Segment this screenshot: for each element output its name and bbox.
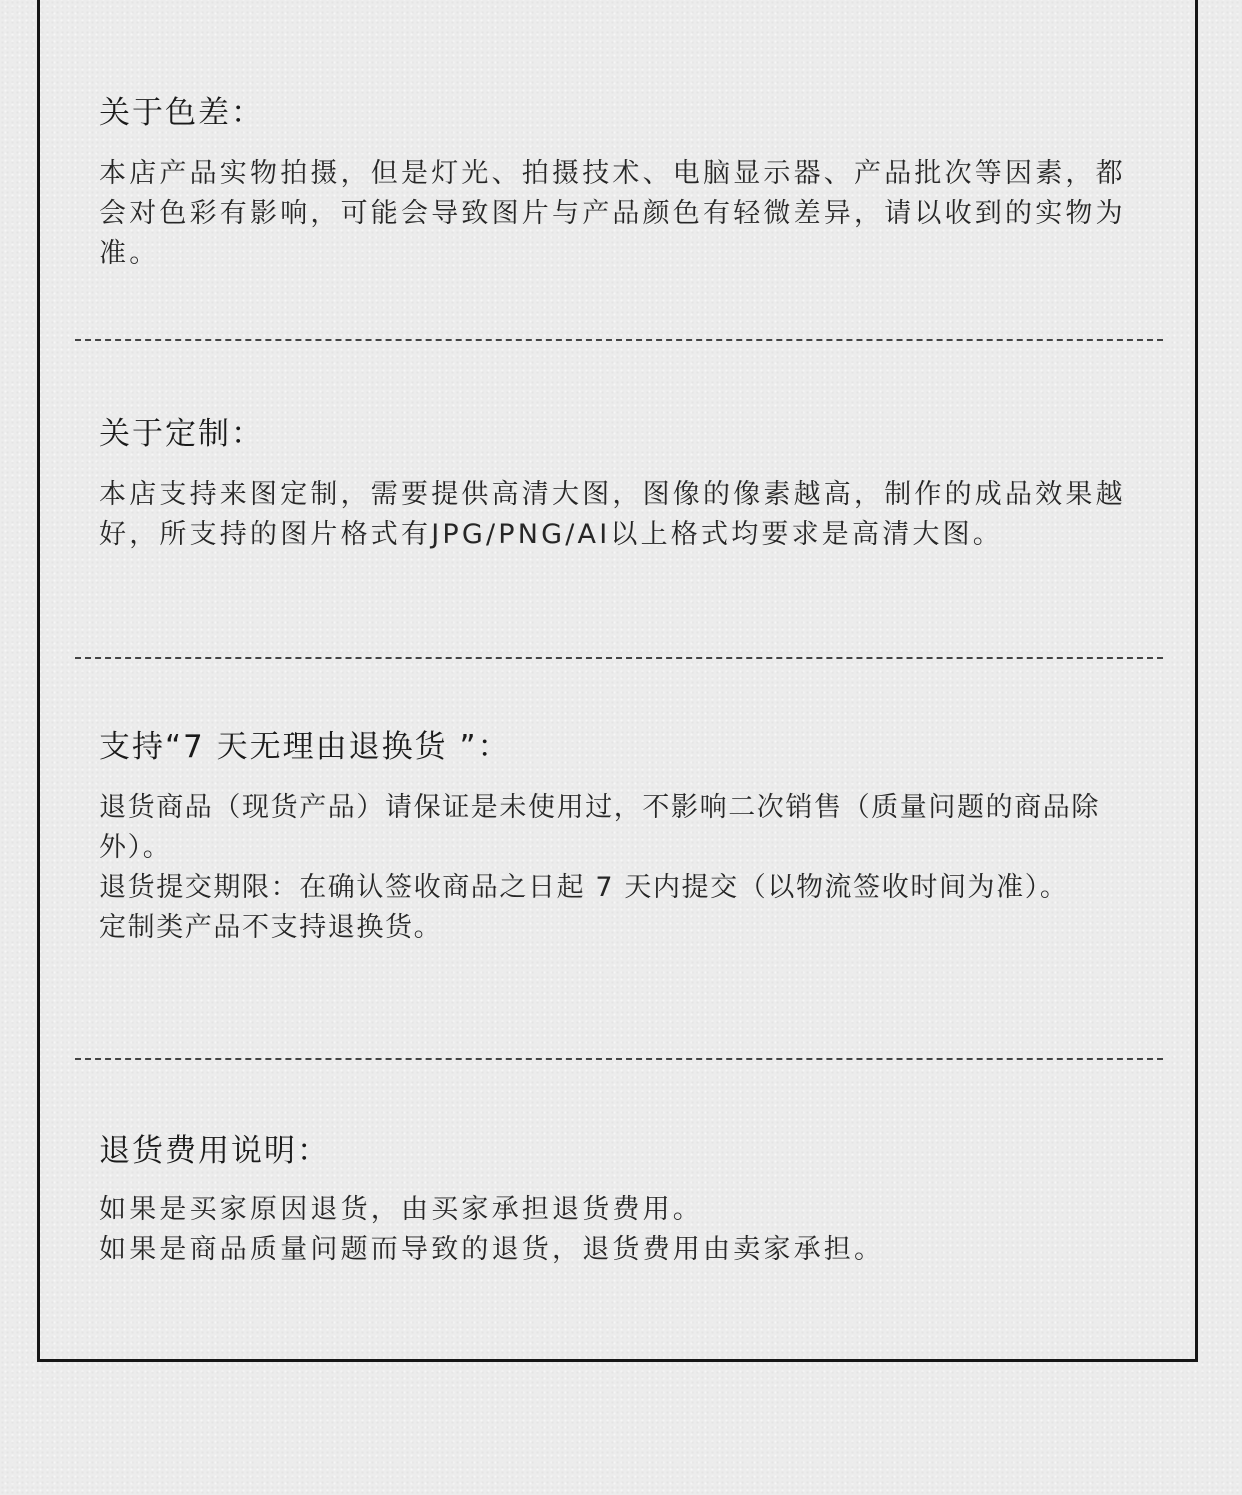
section-customization xyxy=(99,414,1139,555)
section-paragraph: 退货商品（现货产品）请保证是未使用过，不影响二次销售（质量问题的商品除外）。 xyxy=(99,792,1100,863)
section-paragraph: 本店支持来图定制，需要提供高清大图，图像的像素越高，制作的成品效果越好，所支持的图片格式有JPG/PNG/AI以上格式均要求是高清大图。 xyxy=(99,479,1126,550)
section-color-difference xyxy=(99,93,1139,274)
section-return-policy xyxy=(99,727,1139,948)
section-paragraph: 如果是商品质量问题而导致的退货，退货费用由卖家承担。 xyxy=(99,1234,885,1265)
section-return-fees xyxy=(99,1131,1139,1270)
section-paragraph: 如果是买家原因退货，由买家承担退货费用。 xyxy=(99,1194,703,1225)
section-paragraph: 本店产品实物拍摄，但是灯光、拍摄技术、电脑显示器、产品批次等因素，都会对色彩有影响，可能会导致图片与产品颜色有轻微差异，请以收到的实物为准。 xyxy=(99,158,1126,269)
section-heading: 退货费用说明： xyxy=(99,1133,330,1169)
dashed-divider xyxy=(75,339,1163,341)
section-heading: 支持“7 天无理由退换货 ”： xyxy=(99,729,511,765)
section-paragraph: 定制类产品不支持退换货。 xyxy=(99,912,443,943)
section-paragraph: 退货提交期限：在确认签收商品之日起 7 天内提交（以物流签收时间为准）。 xyxy=(99,872,1069,903)
dashed-divider xyxy=(75,1058,1163,1060)
section-heading: 关于色差： xyxy=(99,95,264,131)
section-heading: 关于定制： xyxy=(99,416,264,452)
dashed-divider xyxy=(75,657,1163,659)
